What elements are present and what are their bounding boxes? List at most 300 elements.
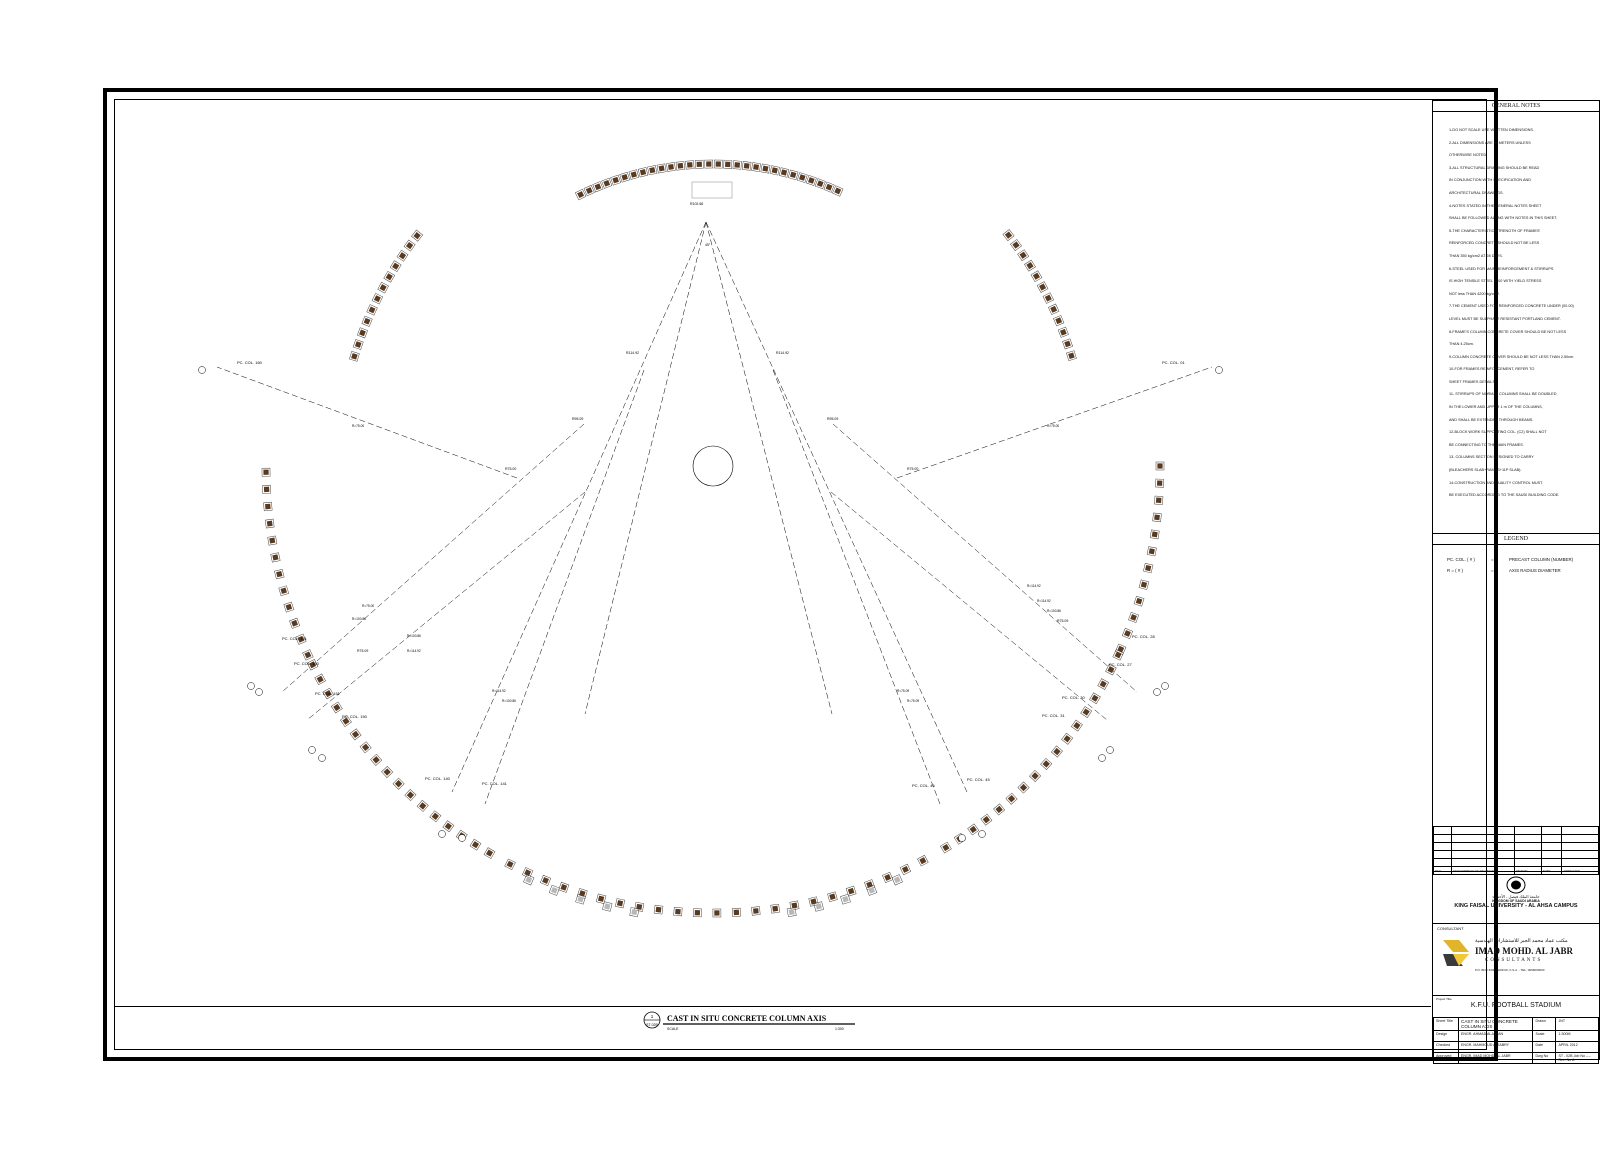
column	[390, 261, 401, 272]
column-core	[631, 171, 637, 177]
column-core	[902, 866, 909, 873]
column	[771, 904, 780, 913]
column	[505, 859, 516, 870]
client-section	[1433, 871, 1599, 909]
general-note-line: 1-DO NOT SCALE USE WRITTEN DIMENSIONS.	[1449, 128, 1534, 132]
grid-bubble	[1154, 689, 1161, 696]
column-core	[577, 191, 584, 198]
column	[274, 569, 284, 579]
column-core	[472, 841, 479, 848]
column-core	[1031, 772, 1038, 779]
column-core	[942, 844, 949, 851]
column-label: PC. COL. 31	[1042, 713, 1065, 718]
checked-value: ENGR. MAHMOUD ALJABRY	[1461, 1043, 1510, 1047]
angle-label: 45°	[705, 243, 711, 247]
column-core	[714, 910, 719, 915]
column-core	[695, 910, 700, 915]
column	[404, 240, 415, 251]
general-note-line: BE EXECUTED ACCORDING TO THE SAUDI BUILDING CODE.	[1449, 493, 1560, 498]
column	[815, 179, 825, 189]
column	[824, 182, 834, 192]
column	[733, 161, 742, 170]
title-text: CAST IN SITU CONCRETE COLUMN AXIS	[667, 1014, 827, 1023]
column	[331, 702, 342, 713]
column	[797, 173, 807, 183]
column	[1156, 462, 1164, 470]
column	[654, 905, 663, 914]
ghost-column	[549, 885, 559, 895]
column	[1128, 612, 1138, 622]
column-core	[604, 903, 610, 909]
column-core	[1091, 695, 1098, 702]
column-core	[617, 900, 623, 906]
dimension-label: R=114.92	[1027, 584, 1041, 588]
column-core	[762, 166, 768, 172]
client-name: KING FAISAL UNIVERSITY - AL AHSA CAMPUS	[1454, 903, 1578, 909]
column-core	[445, 823, 452, 830]
column	[350, 729, 361, 740]
column	[397, 250, 408, 261]
column	[981, 814, 992, 825]
column	[263, 502, 272, 511]
info-label: Rev. No	[1558, 1058, 1572, 1062]
column-core	[432, 813, 439, 820]
axis-line	[282, 424, 584, 692]
column-label: PC. COL. 150	[342, 714, 367, 719]
general-note-line: 3-ALL STRUCTURAL DRAWING SHOULD BE READ	[1449, 165, 1540, 170]
column	[1098, 679, 1109, 690]
job-value: ----	[1585, 1054, 1591, 1058]
general-note-line: THAN 350 kg/cm2 AT 28 DAYS.	[1449, 253, 1503, 258]
column	[411, 230, 422, 241]
column-core	[1152, 531, 1158, 537]
top-entry	[692, 182, 732, 198]
project-name: K.F.U. FOOTBALL STADIUM	[1470, 1002, 1562, 1009]
column-core	[399, 252, 406, 259]
column-core	[1154, 514, 1160, 520]
rev-col-header: DATE	[1541, 867, 1561, 875]
dimension-label: R=114.92	[1037, 599, 1051, 603]
radius-label: R75.09	[1057, 619, 1069, 623]
axis-line	[831, 492, 1107, 720]
column-core	[380, 284, 387, 291]
rev-col-header: APPROVED	[1562, 867, 1599, 875]
general-note-line: 7-THE CEMENT USED FOR REINFORCED CONCRETE UNDER (00.00)	[1449, 304, 1574, 309]
column	[713, 909, 721, 917]
column	[742, 161, 751, 170]
rev-value: A	[1571, 1058, 1575, 1062]
info-label: Drawn	[1535, 1019, 1546, 1023]
general-note-line: ARCHITECTURAL DRAWINGS.	[1449, 190, 1504, 195]
general-notes-heading: GENERAL NOTES	[1433, 101, 1599, 112]
client-arabic: جامعة الملك فيصل - الأحساء	[1492, 894, 1540, 899]
column-core	[868, 887, 875, 894]
general-note-line: SHALL BE FOLLOWED ALONG WITH NOTES IN THIS SHEET.	[1449, 216, 1558, 221]
info-label: Scale	[1535, 1032, 1545, 1036]
revision-table	[1433, 826, 1599, 875]
column-axis-plan	[107, 92, 1502, 1065]
column-core	[1141, 582, 1147, 588]
column-label: PC. COL. 01	[1162, 360, 1185, 365]
column-core	[1107, 666, 1114, 673]
university-logo	[1505, 876, 1527, 894]
column	[788, 170, 798, 180]
title-ref: ST-02B	[646, 1023, 658, 1027]
column-core	[884, 874, 891, 881]
column	[648, 165, 657, 174]
column	[752, 163, 761, 172]
column	[846, 886, 856, 896]
consultant-arabic: مكتب عماد محمد الجبر للاستشارات الهندسية	[1475, 938, 1568, 944]
consultant-label: CONSULTANT	[1437, 926, 1464, 931]
column	[615, 898, 624, 907]
column	[559, 882, 569, 892]
column-core	[829, 894, 835, 900]
legend-row	[1433, 568, 1599, 579]
column	[484, 848, 495, 859]
column-core	[640, 169, 646, 175]
column-core	[772, 167, 778, 173]
column	[657, 164, 666, 173]
general-note-line: 5-THE CHARACTERISTIC STRENGTH OF FRAMES'	[1449, 228, 1541, 233]
column-core	[386, 273, 393, 280]
column-core	[649, 167, 655, 173]
general-note-line: IN THE LOWER AND UPPER 1 m OF THE COLUMNS,	[1449, 405, 1543, 410]
column	[1081, 707, 1092, 718]
ghost-column	[630, 907, 639, 916]
column-core	[1060, 329, 1067, 336]
general-note-line: 11- STIRRUPS OF NORMAL COLUMNS SHALL BE DOUBLED	[1449, 392, 1557, 397]
axis-line	[897, 367, 1212, 478]
column	[732, 908, 740, 916]
axis-line	[773, 370, 940, 804]
legend-section	[1433, 533, 1599, 579]
column	[265, 519, 274, 528]
consultant-address: P.O. BOX 63000 HOFUF, K.S.A. - TEL: 0096000000	[1475, 968, 1545, 972]
column	[584, 185, 595, 196]
column-core	[678, 163, 684, 169]
column	[1018, 782, 1029, 793]
drawing-title-strip	[115, 1006, 1431, 1033]
column-core	[264, 487, 269, 492]
column-label: PC. COL. 27	[1109, 662, 1132, 667]
legend-row	[1433, 557, 1599, 568]
column-core	[995, 806, 1002, 813]
grid-bubble	[439, 831, 446, 838]
general-note-line: 8-FRAME'S COLUMN CONCRETE COVER SHOULD BE NOT LESS	[1449, 329, 1567, 334]
column	[1139, 580, 1149, 590]
sheet-info-table	[1433, 1017, 1599, 1064]
scale-value: 1:300M	[1558, 1032, 1571, 1036]
column	[279, 586, 289, 596]
grid-bubble	[199, 367, 206, 374]
column-core	[392, 263, 399, 270]
column	[289, 618, 299, 628]
column	[315, 674, 326, 685]
column-core	[507, 861, 514, 868]
column-core	[1073, 722, 1080, 729]
column-core	[1157, 463, 1162, 468]
column-core	[374, 295, 381, 302]
column-core	[355, 341, 362, 348]
column	[1006, 793, 1017, 804]
column	[1051, 746, 1062, 757]
column	[1062, 339, 1072, 349]
column-label: PC. COL. 161	[282, 636, 307, 641]
column	[596, 894, 606, 904]
sheet-title-value: CAST IN SITU CONCRETE COLUMN AXIS	[1461, 1019, 1518, 1029]
legend-heading: LEGEND	[1433, 534, 1599, 545]
column	[770, 166, 779, 175]
column-core	[1145, 565, 1151, 571]
grid-bubble	[979, 831, 986, 838]
legend-symbol: R = ( # )	[1447, 568, 1463, 573]
column	[381, 766, 392, 777]
legend-symbol: PC. COL. ( # )	[1447, 557, 1475, 562]
column	[262, 468, 270, 476]
consultant-name: IMAD MOHD. AL JABR	[1475, 946, 1574, 956]
grid-bubble	[319, 755, 326, 762]
client-kingdom: KINGDOM OF SAUDI ARABIA	[1492, 899, 1540, 903]
column-core	[317, 676, 324, 683]
column-label: PC. COL. 46	[912, 783, 935, 788]
radius-label: R114.92	[626, 351, 639, 355]
column	[1010, 239, 1021, 250]
column-core	[716, 161, 721, 166]
info-label: Job No	[1573, 1054, 1585, 1058]
rev-col-header: REV.	[1434, 867, 1452, 875]
column-core	[734, 910, 739, 915]
column	[900, 864, 911, 875]
ghost-column	[814, 902, 824, 912]
column-core	[1053, 748, 1060, 755]
column	[676, 161, 685, 170]
column-core	[687, 162, 693, 168]
column-core	[407, 791, 414, 798]
column	[1153, 513, 1162, 522]
column-core	[816, 903, 822, 909]
column	[638, 167, 648, 177]
column-core	[983, 816, 990, 823]
column	[1071, 720, 1082, 731]
column-label: PC. COL. 28	[1132, 634, 1155, 639]
radius-label: R75.09	[357, 649, 369, 653]
column-core	[842, 896, 848, 902]
column	[372, 293, 383, 304]
column	[629, 170, 639, 180]
column-core	[352, 731, 359, 738]
column-core	[265, 504, 271, 510]
column-core	[586, 187, 593, 194]
column-core	[826, 184, 833, 191]
general-note-line: SHEET FRAMES DETAILS.	[1449, 379, 1497, 384]
column-core	[1033, 273, 1040, 280]
column	[405, 789, 416, 800]
column	[705, 160, 713, 168]
dimension-label: R=100.86	[502, 699, 516, 703]
column-core	[413, 232, 420, 239]
axis-line	[452, 222, 706, 792]
column-core	[286, 604, 293, 611]
column	[714, 160, 722, 168]
ghost-column	[892, 875, 903, 886]
column	[393, 778, 404, 789]
column-core	[1008, 795, 1015, 802]
column-core	[697, 162, 702, 167]
column-core	[919, 857, 926, 864]
general-note-line: OTHERWISE NOTED.	[1449, 153, 1488, 158]
radius-label: R75.00	[505, 467, 517, 471]
column-core	[668, 164, 674, 170]
column	[828, 892, 838, 902]
axis-line	[307, 492, 585, 720]
radius-label: R75.00	[907, 467, 919, 471]
column-core	[383, 768, 390, 775]
drawn-value: JNT	[1558, 1019, 1566, 1023]
dimension-label: R=75.09	[897, 689, 910, 693]
column	[1043, 293, 1054, 304]
column-core	[970, 826, 977, 833]
column-core	[333, 704, 340, 711]
column-core	[525, 876, 532, 883]
column	[430, 811, 441, 822]
column	[724, 160, 732, 168]
column-core	[810, 898, 816, 904]
dimension-label: R=75.00	[352, 424, 365, 428]
column-core	[1136, 598, 1143, 605]
general-note-line: 12-BLOCK WORK SUPPORTING COL. (C2) SHALL NOT	[1449, 430, 1547, 435]
grid-bubble	[1162, 683, 1169, 690]
ghost-column	[840, 894, 850, 904]
rev-col-header: DESCRIPTION OF REVISION	[1452, 867, 1515, 875]
general-note-line: (BLEACHERS SLAB+RAMPS+11P SLAB).	[1449, 468, 1522, 473]
column	[611, 175, 621, 185]
dwg-value: ST - 02B	[1558, 1054, 1573, 1058]
general-notes-list	[1433, 112, 1599, 502]
column	[1134, 596, 1144, 606]
column-core	[598, 896, 604, 902]
column-core	[1064, 341, 1071, 348]
legend-eq: =	[1491, 568, 1494, 573]
title-number: 1	[650, 1014, 654, 1019]
column-core	[362, 744, 369, 751]
axis-line	[485, 370, 644, 804]
column-core	[1039, 284, 1046, 291]
column	[1089, 693, 1100, 704]
column-core	[631, 909, 637, 915]
column	[882, 872, 892, 882]
column-core	[734, 162, 740, 168]
column-core	[272, 554, 278, 560]
consultant-sub: CONSULTANTS	[1485, 958, 1543, 963]
column-core	[1064, 735, 1071, 742]
dimension-label: R=114.92	[407, 649, 421, 653]
column-core	[351, 353, 357, 359]
column-core	[269, 538, 275, 544]
column	[602, 178, 612, 188]
column-core	[1100, 681, 1107, 688]
dimension-label: R=75.00	[362, 604, 375, 608]
info-label: Approved	[1436, 1054, 1452, 1058]
column-core	[744, 163, 750, 169]
column-label: PC. COL. 45	[967, 777, 990, 782]
info-label: Date	[1535, 1043, 1544, 1047]
project-section	[1433, 995, 1599, 1018]
column	[367, 305, 378, 316]
column-core	[395, 780, 402, 787]
column-core	[542, 877, 549, 884]
column	[790, 901, 799, 910]
column-core	[1045, 295, 1052, 302]
general-note-line: 9-COLUMN CONCRETE COVER SHOULD BE NOT LESS THAN 2.50cm.	[1449, 354, 1575, 359]
column-core	[263, 470, 268, 475]
column	[1143, 563, 1153, 573]
column	[417, 800, 428, 811]
column	[917, 855, 928, 866]
column-core	[753, 164, 759, 170]
designed-value: ENGR. AHMAD ALJADAN	[1461, 1032, 1504, 1036]
column-core	[1149, 548, 1155, 554]
grid-bubble	[1216, 367, 1223, 374]
column	[540, 875, 550, 885]
info-label: Dwg No	[1535, 1054, 1549, 1058]
column	[1003, 230, 1014, 241]
column-core	[1020, 784, 1027, 791]
column-core	[834, 188, 841, 195]
column	[1150, 530, 1159, 539]
column	[371, 754, 382, 765]
column-core	[675, 909, 681, 915]
column-core	[1005, 231, 1012, 238]
column-core	[1020, 252, 1027, 259]
column	[1037, 282, 1048, 293]
column-core	[612, 177, 619, 184]
column-core	[304, 651, 311, 658]
column	[443, 821, 454, 832]
column	[620, 172, 630, 182]
grid-bubble	[256, 689, 263, 696]
legend-eq: =	[1491, 557, 1494, 562]
column	[1058, 327, 1068, 337]
column	[268, 536, 277, 545]
column-core	[551, 887, 558, 894]
general-note-line: BE CONNECTING TO THE MAIN FRAMES.	[1449, 442, 1524, 447]
column-core	[817, 180, 824, 187]
title-block	[1432, 100, 1600, 1060]
general-note-line: 6-STEEL USED FOR MAIN REINFORCEMENT & STIRRUPS	[1449, 266, 1554, 271]
general-note-line: 10-FOR FRAMES REINFORCEMENT, REFER TO	[1449, 367, 1535, 372]
column	[806, 175, 816, 185]
labels-group	[199, 202, 1223, 842]
general-note-line: 2-ALL DIMENSIONS ARE IN METERS UNLESS	[1449, 140, 1531, 145]
column-core	[359, 329, 366, 336]
column-core	[281, 587, 287, 593]
column-core	[291, 620, 298, 627]
general-note-line: NOT less THAN 4200 kg/cm2.	[1449, 291, 1500, 296]
dimension-label: R=75.09	[907, 699, 920, 703]
dimension-label: R=100.86	[352, 617, 366, 621]
column-core	[595, 183, 602, 190]
general-note-line: THAN 4.25cm.	[1449, 342, 1474, 347]
column-core	[1130, 614, 1137, 621]
column-core	[1156, 498, 1162, 504]
column	[1053, 315, 1063, 325]
title-scale-value: 1:300	[835, 1027, 844, 1031]
column-core	[560, 884, 567, 891]
column-core	[808, 177, 815, 184]
column-core	[1124, 630, 1131, 637]
grid-bubble	[959, 835, 966, 842]
